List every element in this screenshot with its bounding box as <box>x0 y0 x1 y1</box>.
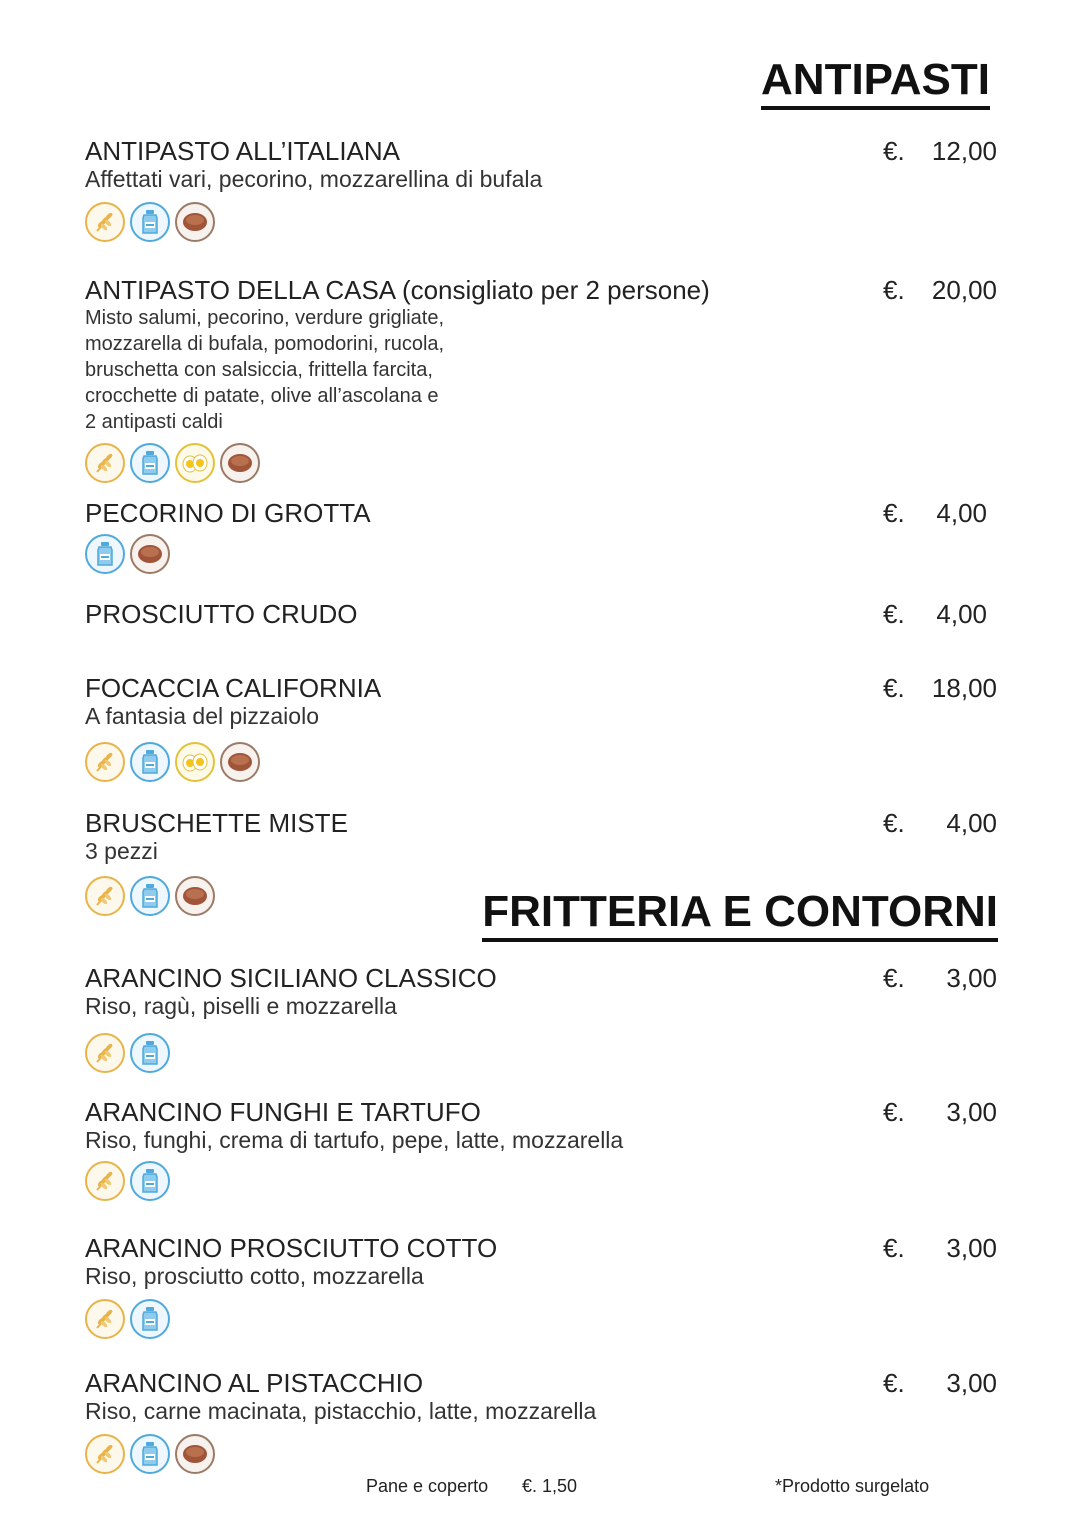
price-value: 12,00 <box>931 136 997 166</box>
item-description: Affettati vari, pecorino, mozzarellina di bufala <box>85 166 543 192</box>
milk-icon <box>85 534 125 574</box>
allergen-icons <box>85 443 997 483</box>
nut-icon <box>220 742 260 782</box>
item-description: 3 pezzi <box>85 838 158 864</box>
item-description: Riso, funghi, crema di tartufo, pepe, latte, mozzarella <box>85 1127 624 1153</box>
item-price <box>883 599 987 629</box>
description-line: Misto salumi, pecorino, verdure grigliate, <box>85 307 445 329</box>
milk-icon <box>130 443 170 483</box>
currency-label: €. <box>883 599 905 629</box>
milk-icon <box>130 202 170 242</box>
nut-icon <box>175 202 215 242</box>
allergen-icons <box>85 742 997 782</box>
milk-icon <box>130 1434 170 1474</box>
milk-icon <box>130 1299 170 1339</box>
item-name: PROSCIUTTO CRUDO <box>85 599 358 629</box>
allergen-icons <box>85 1033 997 1073</box>
currency-label: €. <box>883 1368 905 1398</box>
price-value: 4,00 <box>936 599 987 629</box>
cover-charge-label: Pane e coperto <box>366 1476 489 1496</box>
milk-icon <box>130 742 170 782</box>
item-price <box>883 136 997 166</box>
item-price <box>883 963 997 993</box>
milk-icon <box>130 876 170 916</box>
item-description: Riso, ragù, piselli e mozzarella <box>85 993 397 1019</box>
gluten-icon <box>85 742 125 782</box>
gluten-icon <box>85 1161 125 1201</box>
allergen-icons <box>85 1299 997 1339</box>
item-price <box>883 1368 997 1398</box>
item-price <box>883 275 997 305</box>
menu-item <box>85 963 997 1073</box>
currency-label: €. <box>883 275 905 305</box>
currency-label: €. <box>883 963 905 993</box>
item-description <box>85 305 505 435</box>
currency-label: €. <box>883 808 905 838</box>
menu-item <box>85 1368 997 1474</box>
description-line: mozzarella di bufala, pomodorini, rucola, <box>85 333 445 355</box>
item-price <box>883 498 987 528</box>
menu-item <box>85 673 997 782</box>
allergen-icons <box>85 202 997 242</box>
currency-label: €. <box>883 1233 905 1263</box>
item-name: ARANCINO SICILIANO CLASSICO <box>85 963 497 993</box>
menu-item <box>85 599 997 629</box>
item-name: ANTIPASTO ALL’ITALIANA <box>85 136 401 166</box>
allergen-icons <box>85 1161 997 1201</box>
allergen-icons <box>85 1434 997 1474</box>
description-line: bruschetta con salsiccia, frittella farcita, <box>85 359 433 381</box>
item-price <box>883 1233 997 1263</box>
item-name: FOCACCIA CALIFORNIA <box>85 673 382 703</box>
allergen-icons <box>85 534 997 574</box>
item-name: PECORINO DI GROTTA <box>85 498 371 528</box>
gluten-icon <box>85 1033 125 1073</box>
menu-item <box>85 1233 997 1339</box>
price-value: 20,00 <box>931 275 997 305</box>
nut-icon <box>175 1434 215 1474</box>
item-name: ARANCINO PROSCIUTTO COTTO <box>85 1233 498 1263</box>
nut-icon <box>175 876 215 916</box>
currency-label: €. <box>883 1097 905 1127</box>
item-name: BRUSCHETTE MISTE <box>85 808 348 838</box>
milk-icon <box>130 1161 170 1201</box>
item-price <box>883 673 997 703</box>
description-line: 2 antipasti caldi <box>85 411 223 433</box>
item-description: Riso, carne macinata, pistacchio, latte, mozzarella <box>85 1398 597 1424</box>
egg-icon <box>175 742 215 782</box>
price-value: 18,00 <box>931 673 997 703</box>
gluten-icon <box>85 1434 125 1474</box>
milk-icon <box>130 1033 170 1073</box>
nut-icon <box>220 443 260 483</box>
section-title-antipasti: ANTIPASTI <box>761 58 990 110</box>
frozen-product-note: *Prodotto surgelato <box>775 1476 930 1496</box>
menu-item <box>85 498 997 574</box>
cover-charge-price: €. 1,50 <box>522 1476 578 1496</box>
currency-label: €. <box>883 136 905 166</box>
gluten-icon <box>85 876 125 916</box>
item-name: ARANCINO AL PISTACCHIO <box>85 1368 424 1398</box>
gluten-icon <box>85 443 125 483</box>
price-value: 3,00 <box>946 1097 997 1127</box>
egg-icon <box>175 443 215 483</box>
currency-label: €. <box>883 673 905 703</box>
item-description: A fantasia del pizzaiolo <box>85 703 319 729</box>
price-value: 4,00 <box>946 808 997 838</box>
price-value: 3,00 <box>946 963 997 993</box>
section-title-fritteria: FRITTERIA E CONTORNI <box>482 890 998 942</box>
price-value: 4,00 <box>936 498 987 528</box>
currency-label: €. <box>883 498 905 528</box>
price-value: 3,00 <box>946 1368 997 1398</box>
menu-item <box>85 275 997 483</box>
gluten-icon <box>85 1299 125 1339</box>
item-price <box>883 1097 997 1127</box>
menu-item <box>85 136 997 242</box>
nut-icon <box>130 534 170 574</box>
menu-item <box>85 1097 997 1201</box>
item-description: Riso, prosciutto cotto, mozzarella <box>85 1263 424 1289</box>
description-line: crocchette di patate, olive all’ascolana e <box>85 385 439 407</box>
gluten-icon <box>85 202 125 242</box>
item-price <box>883 808 997 838</box>
price-value: 3,00 <box>946 1233 997 1263</box>
item-name: ARANCINO FUNGHI E TARTUFO <box>85 1097 481 1127</box>
item-name: ANTIPASTO DELLA CASA (consigliato per 2 persone) <box>85 275 710 305</box>
